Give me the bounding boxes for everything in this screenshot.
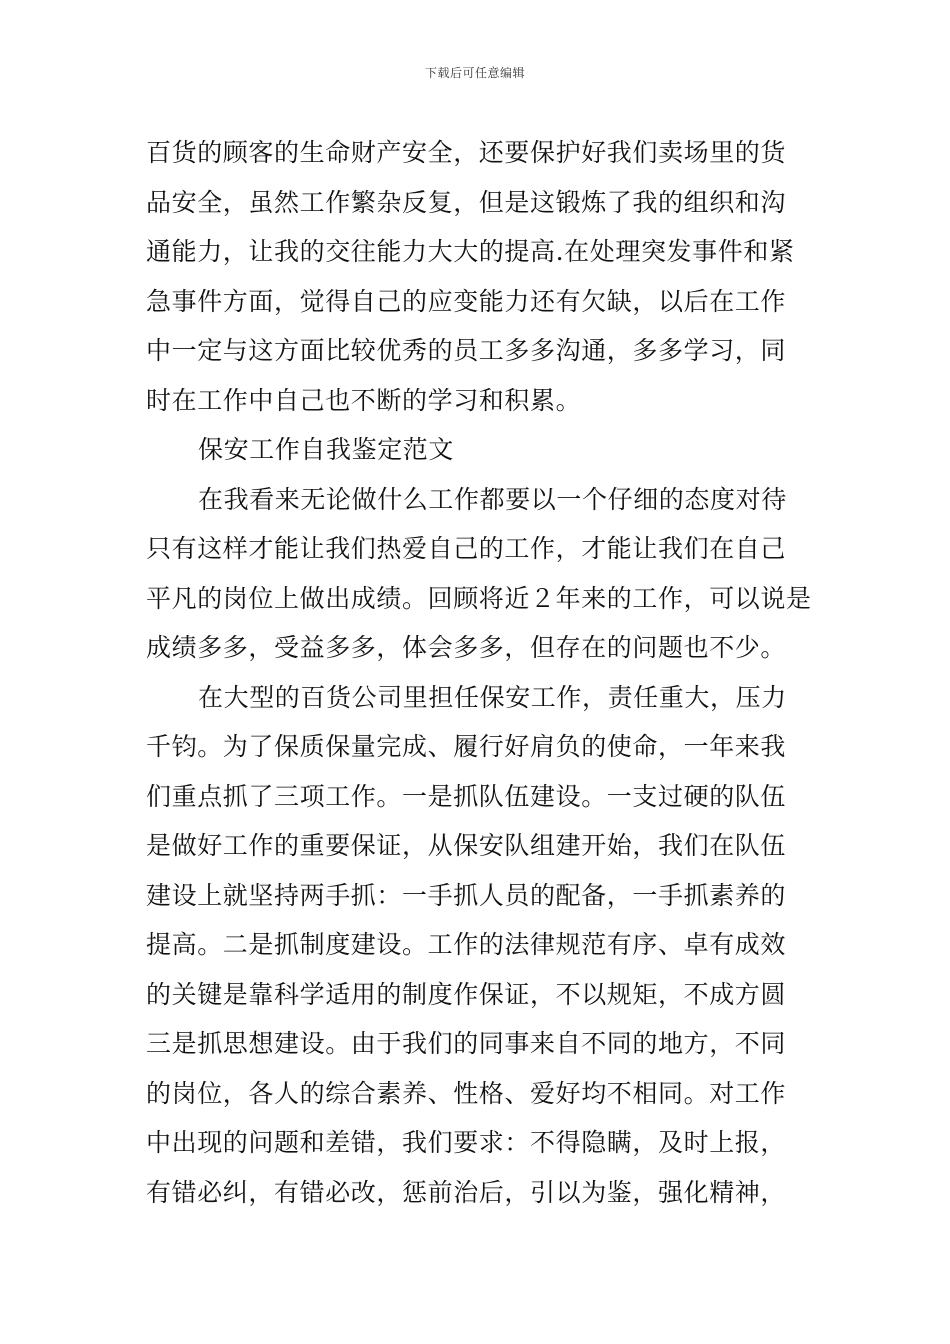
- text-line: 三是抓思想建设。由于我们的同事来自不同的地方，不同: [146, 1029, 787, 1058]
- text-line: 有错必纠，有错必改，惩前治后，引以为鉴，强化精神，: [146, 1177, 787, 1207]
- text-line: 品安全，虽然工作繁杂反复，但是这锻炼了我的组织和沟: [146, 187, 787, 217]
- text-line: 时在工作中自己也不断的学习和积累。: [146, 385, 582, 415]
- text-line: 中出现的问题和差错，我们要求：不得隐瞒，及时上报，: [146, 1128, 787, 1157]
- text-line: 们重点抓了三项工作。一是抓队伍建设。一支过硬的队伍: [146, 781, 787, 811]
- text-line: 成绩多多，受益多多，体会多多，但存在的问题也不少。: [146, 633, 787, 662]
- text-line: 中一定与这方面比较优秀的员工多多沟通，多多学习，同: [146, 336, 787, 365]
- paragraph-start-line: 在大型的百货公司里担任保安工作，责任重大，压力: [198, 682, 787, 712]
- text-line: 千钧。为了保质保量完成、履行好肩负的使命，一年来我: [146, 732, 787, 761]
- text-line: 的岗位，各人的综合素养、性格、爱好均不相同。对工作: [146, 1078, 787, 1108]
- text-line: 的关键是靠科学适用的制度作保证，不以规矩，不成方圆: [146, 979, 787, 1009]
- text-line: 百货的顾客的生命财产安全，还要保护好我们卖场里的货: [146, 138, 787, 167]
- text-line: 只有这样才能让我们热爱自己的工作，才能让我们在自己: [146, 534, 787, 563]
- text-line: 平凡的岗位上做出成绩。回顾将近２年来的工作，可以说是: [146, 583, 812, 613]
- page-header: 下载后可任意编辑: [424, 66, 525, 80]
- text-line: 提高。二是抓制度建设。工作的法律规范有序、卓有成效: [146, 930, 787, 959]
- text-line: 急事件方面，觉得自己的应变能力还有欠缺，以后在工作: [146, 286, 787, 316]
- document-body: [146, 128, 812, 1217]
- paragraph-start-line: 保安工作自我鉴定范文: [198, 435, 455, 464]
- text-line: 是做好工作的重要保证，从保安队组建开始，我们在队伍: [146, 831, 787, 860]
- text-line: 通能力，让我的交往能力大大的提高.在处理突发事件和紧: [146, 237, 795, 266]
- paragraph-start-line: 在我看来无论做什么工作都要以一个仔细的态度对待: [198, 484, 787, 514]
- text-line: 建设上就坚持两手抓：一手抓人员的配备，一手抓素养的: [146, 880, 787, 910]
